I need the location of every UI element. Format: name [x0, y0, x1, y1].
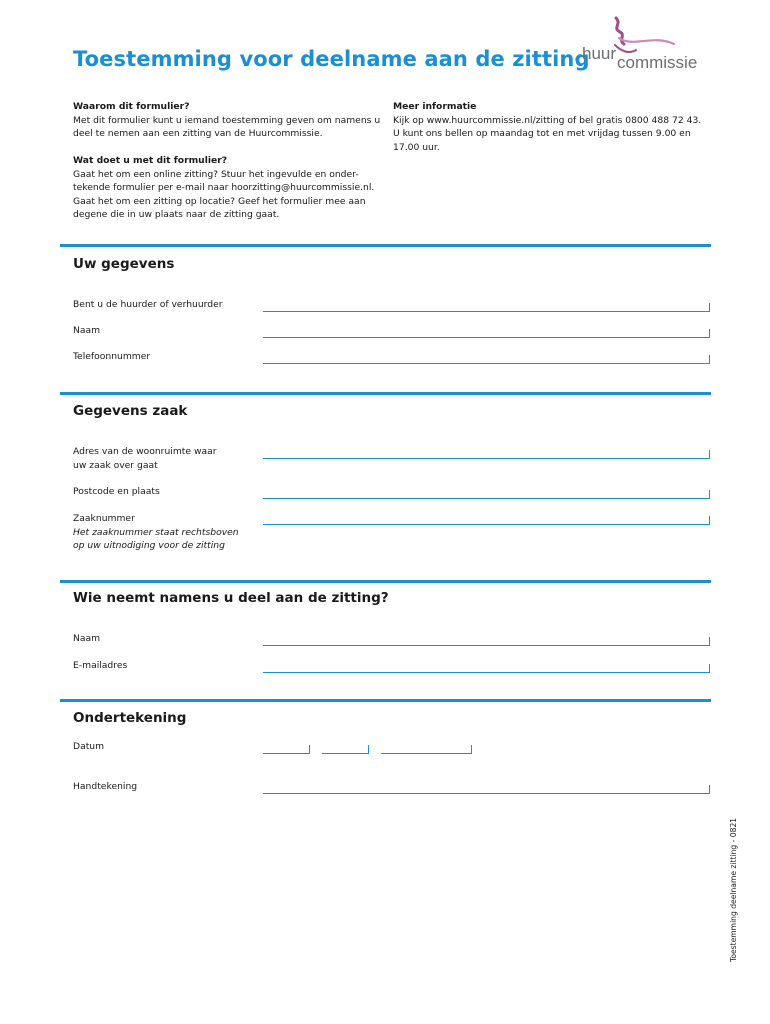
- case-number-hint: op uw uitnodiging voor de zitting: [73, 540, 225, 552]
- label-date: [73, 740, 104, 754]
- intro-why-heading: Waarom dit formulier?: [73, 101, 190, 112]
- intro-more-line: 17.00 uur.: [393, 141, 440, 153]
- intro-what-line: degene die in uw plaats naar de zitting gaat.: [73, 209, 280, 221]
- label-signature: [73, 780, 137, 794]
- intro-more-info: [393, 100, 701, 154]
- label-address-text: Adres van de woonruimte waar: [73, 446, 217, 457]
- phone-input[interactable]: [263, 355, 710, 364]
- label-role: [73, 298, 223, 312]
- label-date-text: Datum: [73, 741, 105, 752]
- intro-what-line: tekende formulier per e-mail naar hoorzitting@huurcommissie.nl.: [73, 182, 375, 194]
- huurcommissie-logo: [578, 14, 718, 78]
- date-year-input[interactable]: [381, 745, 472, 754]
- section-title-signature: Ondertekening: [73, 710, 187, 726]
- intro-why-line: Met dit formulier kunt u iemand toestemming geven om namens u: [73, 114, 381, 126]
- label-rep-name-text: Naam: [73, 633, 101, 644]
- section-title-gegevens-zaak: Gegevens zaak: [73, 403, 188, 419]
- label-rep-email-text: E-mailadres: [73, 660, 128, 671]
- intro-what-line: Gaat het om een zitting op locatie? Geef het formulier mee aan: [73, 195, 366, 207]
- intro-more-heading: Meer informatie: [393, 101, 477, 112]
- section-title-uw-gegevens: Uw gegevens: [73, 256, 175, 272]
- name-input[interactable]: [263, 329, 710, 338]
- section-divider: [60, 699, 711, 702]
- intro-why: [73, 100, 380, 141]
- label-address: [73, 445, 217, 472]
- intro-more-line: U kunt ons bellen op maandag tot en met vrijdag tussen 9.00 en: [393, 128, 691, 140]
- date-month-input[interactable]: [322, 745, 369, 754]
- form-title: Toestemming voor deelname aan de zitting: [73, 47, 590, 71]
- intro-more-line: Kijk op www.huurcommissie.nl/zitting of bel gratis 0800 488 72 43.: [393, 114, 702, 126]
- intro-what-heading: Wat doet u met dit formulier?: [73, 155, 228, 166]
- section-title-representative: Wie neemt namens u deel aan de zitting?: [73, 590, 389, 606]
- postcode-input[interactable]: [263, 490, 710, 499]
- label-name: [73, 324, 100, 338]
- label-postcode: [73, 485, 160, 499]
- section-divider: [60, 580, 711, 583]
- form-code: Toestemming deelname zitting - 0821: [729, 817, 738, 962]
- label-role-text: Bent u de huurder of verhuurder: [73, 299, 223, 310]
- label-rep-name: [73, 632, 100, 646]
- logo-text-commissie: commissie: [617, 53, 698, 72]
- logo-text-huur: huur: [582, 44, 617, 63]
- label-name-text: Naam: [73, 325, 101, 336]
- label-case-number-text: Zaaknummer: [73, 513, 135, 524]
- section-divider: [60, 244, 711, 247]
- date-day-input[interactable]: [263, 745, 310, 754]
- intro-what: [73, 154, 374, 222]
- label-phone-text: Telefoonnummer: [73, 351, 151, 362]
- address-input[interactable]: [263, 450, 710, 459]
- rep-email-input[interactable]: [263, 664, 710, 673]
- intro-what-line: Gaat het om een online zitting? Stuur het ingevulde en onder-: [73, 168, 359, 180]
- label-postcode-text: Postcode en plaats: [73, 486, 160, 497]
- signature-input[interactable]: [263, 785, 710, 794]
- case-number-input[interactable]: [263, 516, 710, 525]
- case-number-hint: Het zaaknummer staat rechtsboven: [73, 526, 239, 538]
- label-signature-text: Handtekening: [73, 781, 138, 792]
- rep-name-input[interactable]: [263, 637, 710, 646]
- label-address-text: uw zaak over gaat: [73, 459, 158, 471]
- intro-why-line: deel te nemen aan een zitting van de Huurcommissie.: [73, 128, 323, 140]
- label-case-number: [73, 512, 239, 553]
- label-rep-email: [73, 659, 127, 673]
- label-phone: [73, 350, 150, 364]
- role-input[interactable]: [263, 303, 710, 312]
- section-divider: [60, 392, 711, 395]
